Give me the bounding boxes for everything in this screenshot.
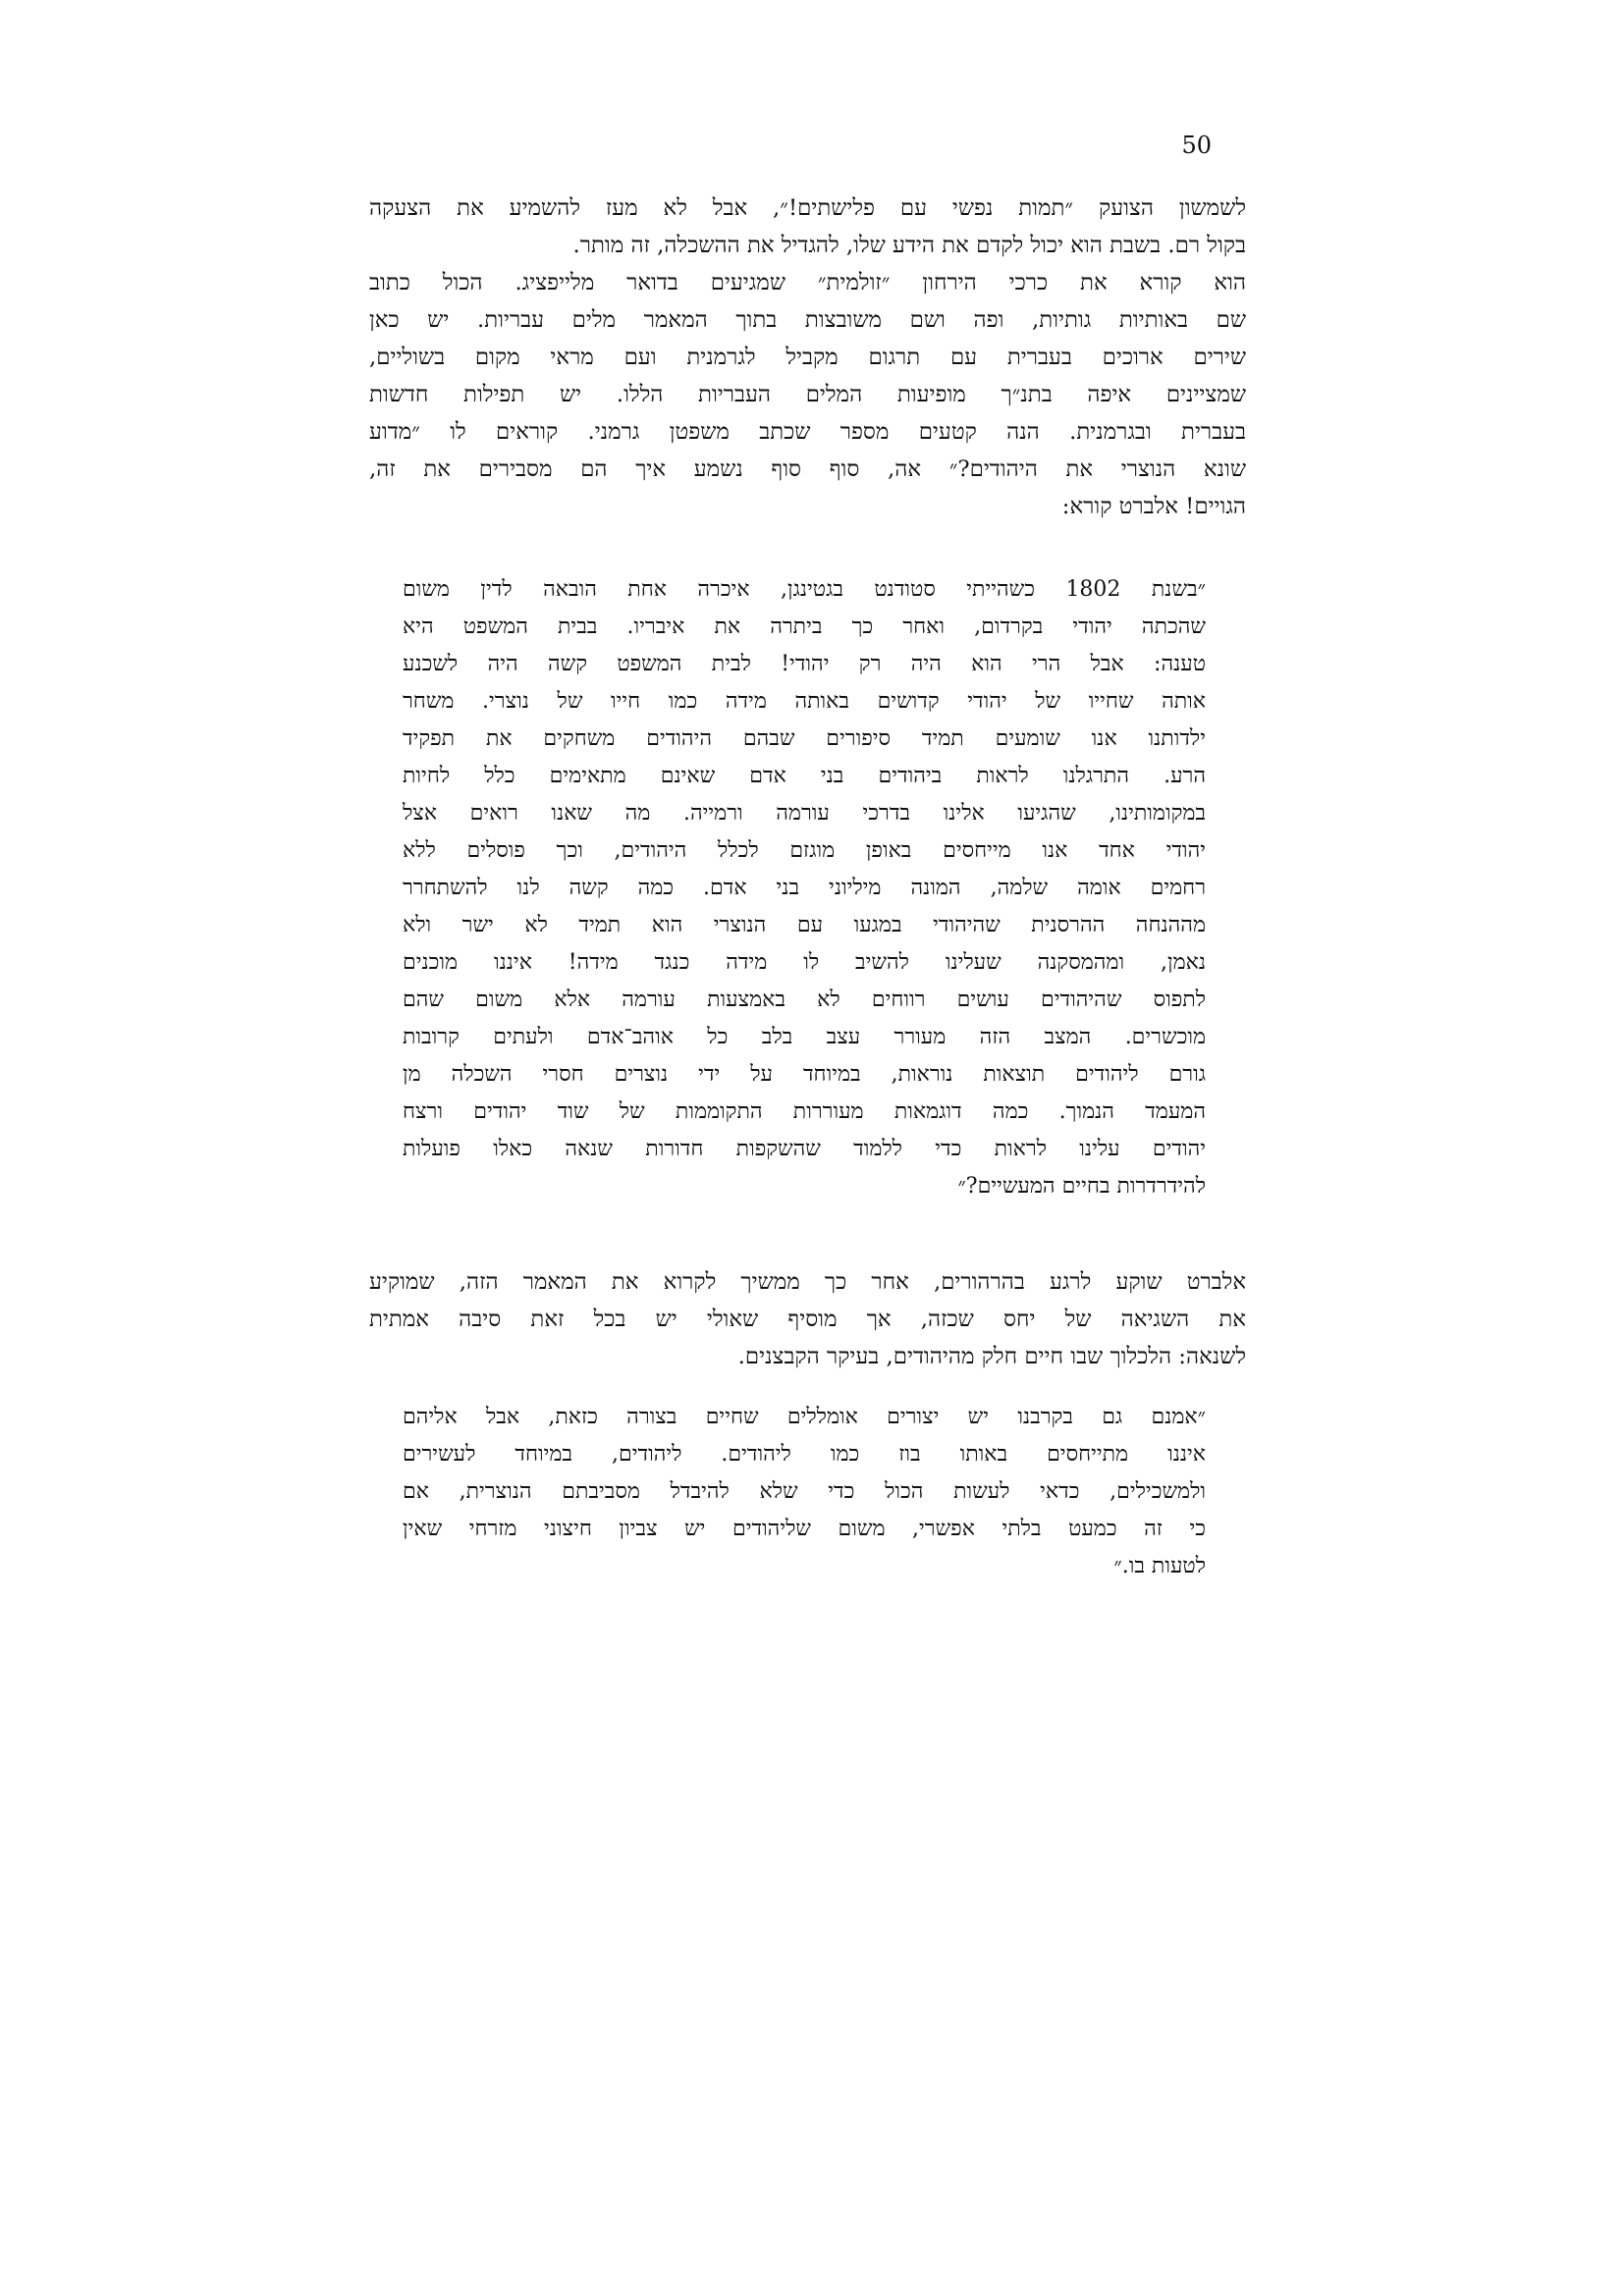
text-line: בקול רם. בשבת הוא יכול לקדם את הידע שלו, להגדיל את ההשכלה, זה מותר. (572, 233, 1246, 258)
block-quote (403, 1399, 1206, 1585)
text-line: ולמשכילים, כדאי לעשות הכול כדי שלא להיבדל מסביבתם הנוצרית, אם (403, 1479, 1206, 1504)
text-line: יהודי אחד אנו מייחסים באופן מוגזם לכלל היהודים, וכך פוסלים ללא (403, 838, 1206, 863)
text-line: לתפוס שהיהודים עושים רווחים לא באמצעות עורמה אלא משום שהם (403, 988, 1206, 1012)
text-line: שם באותיות גותיות, ופה ושם משובצות בתוך המאמר מלים עבריות. יש כאן (369, 307, 1246, 333)
text-line: טענה: אבל הרי הוא היה רק יהודי! לבית המשפט קשה היה לשכנע (403, 652, 1206, 676)
text-line: בעברית ובגרמנית. הנה קטעים מספר שכתב משפטן גרמני. קוראים לו ״מדוע (369, 419, 1246, 445)
page-number: 50 (1181, 132, 1212, 159)
text-line: שירים ארוכים בעברית עם תרגום מקביל לגרמנית ועם מראי מקום בשוליים, (369, 345, 1246, 370)
text-line: הרע. התרגלנו לראות ביהודים בני אדם שאינם מתאימים כלל לחיות (403, 764, 1206, 788)
body-paragraph (369, 189, 1246, 264)
block-quote (403, 571, 1206, 1205)
text-line: אלברט שוקע לרגע בהרהורים, אחר כך ממשיך לקרוא את המאמר הזה, שמוקיע (369, 1269, 1246, 1295)
text-line: איננו מתייחסים באותו בוז כמו ליהודים. ליהודים, במיוחד לעשירים (403, 1442, 1206, 1467)
text-line: יהודים עלינו לראות כדי ללמוד שהשקפות חדורות שנאה כאלו פועלות (403, 1137, 1206, 1161)
text-line: הוא קורא את כרכי הירחון ״זולמית״ שמגיעים בדואר מלייפציג. הכול כתוב (369, 270, 1246, 295)
text-line: לטעות בו.״ (1113, 1554, 1206, 1578)
text-line: להידרדרות בחיים המעשיים?״ (957, 1174, 1206, 1199)
text-line: הגויים! אלברט קורא: (1061, 494, 1246, 519)
text-line: נאמן, ומהמסקנה שעלינו להשיב לו מידה כנגד מידה! איננו מוכנים (403, 950, 1206, 975)
text-line: שמציינים איפה בתנ״ך מופיעות המלים העבריות הללו. יש תפילות חדשות (369, 382, 1246, 407)
text-line: אותה שחייו של יהודי קדושים באותה מידה כמו חייו של נוצרי. משחר (403, 689, 1206, 714)
text-line: שונא הנוצרי את היהודים?״ אה, סוף סוף נשמע איך הם מסבירים את זה, (369, 456, 1246, 482)
text-line: ילדותנו אנו שומעים תמיד סיפורים שבהם היהודים משחקים את תפקיד (403, 726, 1206, 751)
text-line: את השגיאה של יחס שכזה, אך מוסיף שאולי יש בכל זאת סיבה אמתית (369, 1307, 1246, 1332)
text-line: רחמים אומה שלמה, המונה מיליוני בני אדם. כמה קשה לנו להשתחרר (403, 876, 1206, 900)
text-line: ״אמנם גם בקרבנו יש יצורים אומללים שחיים בצורה כזאת, אבל אליהם (403, 1405, 1206, 1429)
body-paragraph (369, 1263, 1246, 1375)
text-line: לשנאה: הלכלוך שבו חיים חלק מהיהודים, בעיקר הקבצנים. (737, 1344, 1246, 1369)
text-line: ״בשנת 1802 כשהייתי סטודנט בגטינגן, איכרה אחת הובאה לדין משום (403, 577, 1206, 602)
text-line: לשמשון הצועק ״תמות נפשי עם פלישתים!״, אבל לא מעז להשמיע את הצעקה (369, 195, 1246, 221)
text-line: המעמד הנמוך. כמה דוגמאות מעוררות התקוממות של שוד יהודים ורצח (403, 1099, 1206, 1124)
text-line: שהכתה יהודי בקרדום, ואחר כך ביתרה את איבריו. בבית המשפט היא (403, 614, 1206, 639)
text-line: מוכשרים. המצב הזה מעורר עצב בלב כל אוהב־אדם ולעתים קרובות (403, 1025, 1206, 1049)
text-line: כי זה כמעט בלתי אפשרי, משום שליהודים יש צביון חיצוני מזרחי שאין (403, 1517, 1206, 1541)
text-line: גורם ליהודים תוצאות נוראות, במיוחד על ידי נוצרים חסרי השכלה מן (403, 1062, 1206, 1087)
body-paragraph (369, 264, 1246, 525)
text-line: מההנחה ההרסנית שהיהודי במגעו עם הנוצרי הוא תמיד לא ישר ולא (403, 913, 1206, 937)
text-line: במקומותינו, שהגיעו אלינו בדרכי עורמה ורמייה. מה שאנו רואים אצל (403, 801, 1206, 826)
